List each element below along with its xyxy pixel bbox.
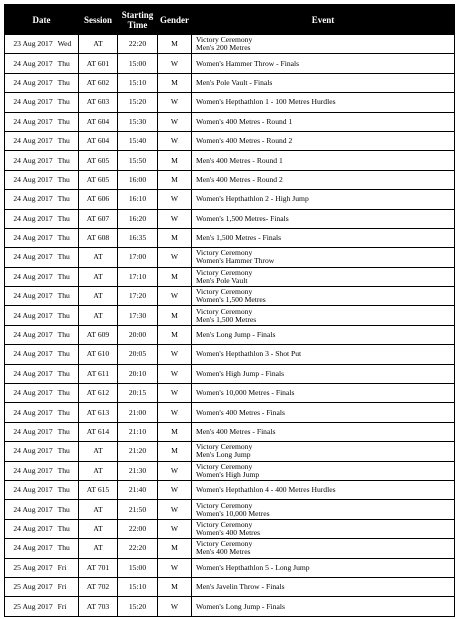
table-row	[5, 325, 455, 344]
event-line1: Men's Pole Vault - Finals	[196, 77, 273, 87]
session-cell: AT	[79, 306, 118, 325]
date-column-header: Date	[5, 5, 79, 35]
date-text: 24 Aug 2017	[13, 330, 53, 340]
weekday-text: Thu	[57, 77, 70, 87]
starting-time-cell: 15:30	[118, 112, 158, 131]
event-line1: Victory Ceremony	[196, 539, 253, 549]
table-row	[5, 93, 455, 112]
event-cell	[192, 35, 455, 54]
weekday-text: Thu	[57, 407, 70, 417]
gender-cell: W	[158, 54, 192, 73]
event-line2: Women's Hammer Throw	[196, 256, 275, 266]
event-line1: Men's 1,500 Metres - Finals	[196, 233, 282, 243]
date-cell	[5, 345, 79, 364]
date-text: 24 Aug 2017	[13, 504, 53, 514]
event-cell	[192, 500, 455, 519]
table-row	[5, 170, 455, 189]
table-row	[5, 151, 455, 170]
date-text: 24 Aug 2017	[13, 523, 53, 533]
event-cell	[192, 151, 455, 170]
date-cell	[5, 461, 79, 480]
event-line1: Victory Ceremony	[196, 500, 253, 510]
event-line1: Victory Ceremony	[196, 519, 253, 529]
weekday-text: Thu	[57, 465, 70, 475]
table-row	[5, 422, 455, 441]
event-line2: Men's Pole Vault	[196, 275, 248, 285]
event-cell	[192, 190, 455, 209]
starting-time-cell: 15:20	[118, 597, 158, 616]
event-line1: Women's Hepthathlon 1 - 100 Metres Hurdles	[196, 97, 336, 107]
date-text: 24 Aug 2017	[13, 136, 53, 146]
event-line2: Women's 400 Metres	[196, 527, 261, 537]
table-row	[5, 267, 455, 286]
session-cell: AT 701	[79, 558, 118, 577]
event-line2: Women's 1,500 Metres	[196, 295, 266, 305]
event-line1: Women's Hepthathlon 4 - 400 Metres Hurdles	[196, 485, 336, 495]
starting-time-cell: 21:20	[118, 442, 158, 461]
session-cell: AT 614	[79, 422, 118, 441]
starting-time-header-line2: Time	[127, 19, 148, 30]
event-line1: Men's 400 Metres - Finals	[196, 427, 276, 436]
event-line1: Women's 400 Metres - Finals	[196, 407, 285, 417]
session-cell: AT	[79, 287, 118, 306]
event-line1: Victory Ceremony	[196, 287, 253, 297]
date-text: 24 Aug 2017	[13, 271, 53, 281]
event-line1: Victory Ceremony	[196, 267, 253, 277]
weekday-text: Thu	[57, 446, 70, 456]
event-cell	[192, 461, 455, 480]
gender-cell: M	[158, 306, 192, 325]
session-cell: AT	[79, 248, 118, 267]
session-cell: AT 607	[79, 209, 118, 228]
gender-cell: W	[158, 93, 192, 112]
starting-time-cell: 20:05	[118, 345, 158, 364]
weekday-text: Thu	[57, 349, 70, 359]
event-line1: Women's High Jump - Finals	[196, 368, 285, 378]
date-text: 24 Aug 2017	[13, 407, 53, 417]
session-cell: AT 605	[79, 170, 118, 189]
event-cell	[192, 228, 455, 247]
weekday-text: Thu	[57, 213, 70, 223]
date-cell	[5, 364, 79, 383]
event-line1: Women's Long Jump - Finals	[196, 601, 285, 611]
date-text: 24 Aug 2017	[13, 233, 53, 243]
starting-time-cell: 21:10	[118, 422, 158, 441]
date-cell	[5, 442, 79, 461]
gender-cell: W	[158, 131, 192, 150]
date-cell	[5, 73, 79, 92]
table-row	[5, 364, 455, 383]
gender-cell: M	[158, 73, 192, 92]
session-cell: AT 606	[79, 190, 118, 209]
event-cell	[192, 287, 455, 306]
event-line2: Men's Long Jump	[196, 450, 251, 460]
date-cell	[5, 384, 79, 403]
weekday-text: Thu	[57, 427, 70, 436]
gender-cell: W	[158, 558, 192, 577]
date-text: 24 Aug 2017	[13, 252, 53, 262]
event-line1: Victory Ceremony	[196, 461, 253, 471]
event-line2: Women's High Jump	[196, 469, 260, 479]
table-row	[5, 190, 455, 209]
event-line1: Women's 10,000 Metres - Finals	[196, 388, 295, 398]
date-text: 24 Aug 2017	[13, 485, 53, 495]
table-row	[5, 384, 455, 403]
starting-time-cell: 20:00	[118, 325, 158, 344]
gender-cell: W	[158, 112, 192, 131]
gender-cell: W	[158, 248, 192, 267]
session-cell: AT 703	[79, 597, 118, 616]
starting-time-column-header	[118, 5, 158, 35]
event-cell	[192, 112, 455, 131]
weekday-text: Thu	[57, 368, 70, 378]
gender-cell: W	[158, 403, 192, 422]
date-text: 24 Aug 2017	[13, 213, 53, 223]
date-cell	[5, 597, 79, 616]
event-cell	[192, 519, 455, 538]
weekday-text: Thu	[57, 136, 70, 146]
date-cell	[5, 539, 79, 558]
date-text: 24 Aug 2017	[13, 446, 53, 456]
event-cell	[192, 597, 455, 616]
weekday-text: Thu	[57, 330, 70, 340]
event-line2: Men's 200 Metres	[196, 43, 251, 53]
session-cell: AT	[79, 500, 118, 519]
starting-time-cell: 21:00	[118, 403, 158, 422]
event-line1: Women's Hammer Throw - Finals	[196, 58, 300, 68]
event-line1: Women's Hepthathlon 2 - High Jump	[196, 194, 309, 204]
date-text: 24 Aug 2017	[13, 368, 53, 378]
table-row	[5, 306, 455, 325]
event-cell	[192, 384, 455, 403]
table-row	[5, 112, 455, 131]
event-cell	[192, 73, 455, 92]
event-cell	[192, 54, 455, 73]
starting-time-cell: 15:00	[118, 54, 158, 73]
session-cell: AT 610	[79, 345, 118, 364]
event-line1: Women's 400 Metres - Round 2	[196, 136, 293, 146]
date-cell	[5, 131, 79, 150]
date-cell	[5, 287, 79, 306]
event-line1: Women's Hepthathlon 3 - Shot Put	[196, 349, 302, 359]
date-text: 24 Aug 2017	[13, 116, 53, 126]
date-text: 24 Aug 2017	[13, 291, 53, 301]
event-cell	[192, 442, 455, 461]
event-cell	[192, 403, 455, 422]
gender-cell: M	[158, 35, 192, 54]
session-cell: AT	[79, 35, 118, 54]
session-cell: AT 615	[79, 480, 118, 499]
gender-cell: W	[158, 461, 192, 480]
weekday-text: Thu	[57, 233, 70, 243]
date-text: 25 Aug 2017	[13, 582, 53, 592]
table-row	[5, 519, 455, 538]
gender-cell: M	[158, 577, 192, 596]
event-line1: Women's 1,500 Metres- Finals	[196, 213, 289, 223]
weekday-text: Thu	[57, 97, 70, 107]
event-line2: Men's 400 Metres	[196, 547, 251, 557]
table-row	[5, 54, 455, 73]
gender-cell: M	[158, 325, 192, 344]
date-cell	[5, 403, 79, 422]
date-text: 24 Aug 2017	[13, 349, 53, 359]
session-cell: AT 612	[79, 384, 118, 403]
table-row	[5, 558, 455, 577]
table-row	[5, 228, 455, 247]
gender-cell: W	[158, 364, 192, 383]
event-line1: Men's 400 Metres - Round 1	[196, 155, 283, 165]
weekday-text: Fri	[57, 582, 67, 592]
weekday-text: Thu	[57, 58, 70, 68]
date-cell	[5, 519, 79, 538]
starting-time-cell: 22:20	[118, 539, 158, 558]
date-cell	[5, 35, 79, 54]
starting-time-cell: 16:20	[118, 209, 158, 228]
date-cell	[5, 209, 79, 228]
date-cell	[5, 151, 79, 170]
gender-cell: W	[158, 597, 192, 616]
date-cell	[5, 54, 79, 73]
starting-time-cell: 15:10	[118, 73, 158, 92]
gender-cell: M	[158, 267, 192, 286]
table-row	[5, 500, 455, 519]
event-line2: Men's 1,500 Metres	[196, 314, 257, 324]
starting-time-cell: 17:20	[118, 287, 158, 306]
starting-time-cell: 21:50	[118, 500, 158, 519]
table-row	[5, 461, 455, 480]
starting-time-cell: 16:00	[118, 170, 158, 189]
starting-time-cell: 17:10	[118, 267, 158, 286]
starting-time-cell: 21:40	[118, 480, 158, 499]
weekday-text: Fri	[57, 562, 67, 572]
event-cell	[192, 345, 455, 364]
weekday-text: Thu	[57, 291, 70, 301]
event-cell	[192, 170, 455, 189]
event-cell	[192, 325, 455, 344]
table-row	[5, 577, 455, 596]
date-cell	[5, 325, 79, 344]
session-cell: AT 608	[79, 228, 118, 247]
weekday-text: Wed	[57, 39, 72, 49]
table-row	[5, 403, 455, 422]
gender-cell: W	[158, 190, 192, 209]
table-row	[5, 442, 455, 461]
event-cell	[192, 558, 455, 577]
event-cell	[192, 248, 455, 267]
date-cell	[5, 170, 79, 189]
gender-cell: M	[158, 151, 192, 170]
gender-cell: M	[158, 422, 192, 441]
event-cell	[192, 422, 455, 441]
date-cell	[5, 306, 79, 325]
table-row	[5, 73, 455, 92]
table-row	[5, 597, 455, 616]
table-row	[5, 131, 455, 150]
weekday-text: Thu	[57, 155, 70, 165]
event-column-header: Event	[192, 5, 455, 35]
gender-cell: W	[158, 209, 192, 228]
date-cell	[5, 422, 79, 441]
event-line1: Women's Hepthathlon 5 - Long Jump	[196, 562, 310, 572]
date-cell	[5, 112, 79, 131]
gender-cell: W	[158, 480, 192, 499]
date-text: 24 Aug 2017	[13, 427, 53, 436]
date-text: 24 Aug 2017	[13, 465, 53, 475]
event-line1: Victory Ceremony	[196, 248, 253, 258]
session-cell: AT 605	[79, 151, 118, 170]
gender-cell: W	[158, 500, 192, 519]
starting-time-cell: 15:40	[118, 131, 158, 150]
starting-time-cell: 22:20	[118, 35, 158, 54]
weekday-text: Thu	[57, 485, 70, 495]
gender-cell: W	[158, 384, 192, 403]
event-cell	[192, 131, 455, 150]
session-cell: AT 604	[79, 131, 118, 150]
date-cell	[5, 500, 79, 519]
weekday-text: Thu	[57, 504, 70, 514]
event-cell	[192, 267, 455, 286]
starting-time-cell: 15:20	[118, 93, 158, 112]
weekday-text: Thu	[57, 543, 70, 553]
session-cell: AT 603	[79, 93, 118, 112]
date-text: 24 Aug 2017	[13, 155, 53, 165]
table-row	[5, 539, 455, 558]
event-cell	[192, 577, 455, 596]
starting-time-cell: 15:50	[118, 151, 158, 170]
starting-time-header-line1: Starting	[121, 9, 154, 20]
date-cell	[5, 228, 79, 247]
table-row	[5, 35, 455, 54]
session-cell: AT	[79, 442, 118, 461]
date-text: 25 Aug 2017	[13, 601, 53, 611]
session-cell: AT	[79, 519, 118, 538]
event-line1: Victory Ceremony	[196, 35, 253, 45]
event-line1: Women's 400 Metres - Round 1	[196, 116, 293, 126]
schedule-table	[4, 4, 455, 617]
starting-time-cell: 15:00	[118, 558, 158, 577]
date-text: 24 Aug 2017	[13, 388, 53, 398]
table-row	[5, 209, 455, 228]
session-column-header: Session	[79, 5, 118, 35]
date-cell	[5, 93, 79, 112]
date-text: 24 Aug 2017	[13, 77, 53, 87]
event-line2: Women's 10,000 Metres	[196, 508, 270, 518]
date-text: 24 Aug 2017	[13, 543, 53, 553]
starting-time-cell: 17:00	[118, 248, 158, 267]
session-cell: AT	[79, 267, 118, 286]
date-cell	[5, 267, 79, 286]
session-cell: AT	[79, 461, 118, 480]
weekday-text: Thu	[57, 174, 70, 184]
session-cell: AT 609	[79, 325, 118, 344]
gender-cell: M	[158, 442, 192, 461]
date-text: 24 Aug 2017	[13, 310, 53, 320]
gender-cell: M	[158, 539, 192, 558]
starting-time-cell: 16:10	[118, 190, 158, 209]
starting-time-cell: 20:15	[118, 384, 158, 403]
event-cell	[192, 539, 455, 558]
session-cell: AT 702	[79, 577, 118, 596]
session-cell: AT 613	[79, 403, 118, 422]
date-text: 23 Aug 2017	[13, 39, 53, 49]
date-cell	[5, 577, 79, 596]
date-text: 25 Aug 2017	[13, 562, 53, 572]
session-cell: AT 602	[79, 73, 118, 92]
weekday-text: Thu	[57, 271, 70, 281]
date-cell	[5, 248, 79, 267]
date-cell	[5, 558, 79, 577]
event-line1: Men's Long Jump - Finals	[196, 330, 276, 340]
gender-cell: M	[158, 170, 192, 189]
event-line1: Men's Javelin Throw - Finals	[196, 582, 285, 592]
weekday-text: Thu	[57, 194, 70, 204]
weekday-text: Thu	[57, 388, 70, 398]
weekday-text: Thu	[57, 523, 70, 533]
table-row	[5, 480, 455, 499]
event-cell	[192, 364, 455, 383]
event-line1: Men's 400 Metres - Round 2	[196, 174, 283, 184]
event-cell	[192, 306, 455, 325]
table-row	[5, 248, 455, 267]
starting-time-cell: 16:35	[118, 228, 158, 247]
date-text: 24 Aug 2017	[13, 58, 53, 68]
session-cell: AT 604	[79, 112, 118, 131]
event-cell	[192, 480, 455, 499]
weekday-text: Thu	[57, 310, 70, 320]
date-cell	[5, 190, 79, 209]
gender-cell: W	[158, 519, 192, 538]
weekday-text: Fri	[57, 601, 67, 611]
table-row	[5, 345, 455, 364]
starting-time-cell: 22:00	[118, 519, 158, 538]
starting-time-cell: 17:30	[118, 306, 158, 325]
date-text: 24 Aug 2017	[13, 194, 53, 204]
header-row	[5, 5, 455, 35]
date-cell	[5, 480, 79, 499]
date-text: 24 Aug 2017	[13, 174, 53, 184]
weekday-text: Thu	[57, 116, 70, 126]
event-cell	[192, 209, 455, 228]
date-text: 24 Aug 2017	[13, 97, 53, 107]
session-cell: AT	[79, 539, 118, 558]
session-cell: AT 611	[79, 364, 118, 383]
gender-cell: W	[158, 287, 192, 306]
starting-time-cell: 21:30	[118, 461, 158, 480]
gender-cell: M	[158, 228, 192, 247]
starting-time-cell: 20:10	[118, 364, 158, 383]
table-row	[5, 287, 455, 306]
event-cell	[192, 93, 455, 112]
session-cell: AT 601	[79, 54, 118, 73]
event-line1: Victory Ceremony	[196, 306, 253, 316]
event-line1: Victory Ceremony	[196, 442, 253, 452]
weekday-text: Thu	[57, 252, 70, 262]
starting-time-cell: 15:10	[118, 577, 158, 596]
gender-cell: W	[158, 345, 192, 364]
gender-column-header: Gender	[158, 5, 192, 35]
